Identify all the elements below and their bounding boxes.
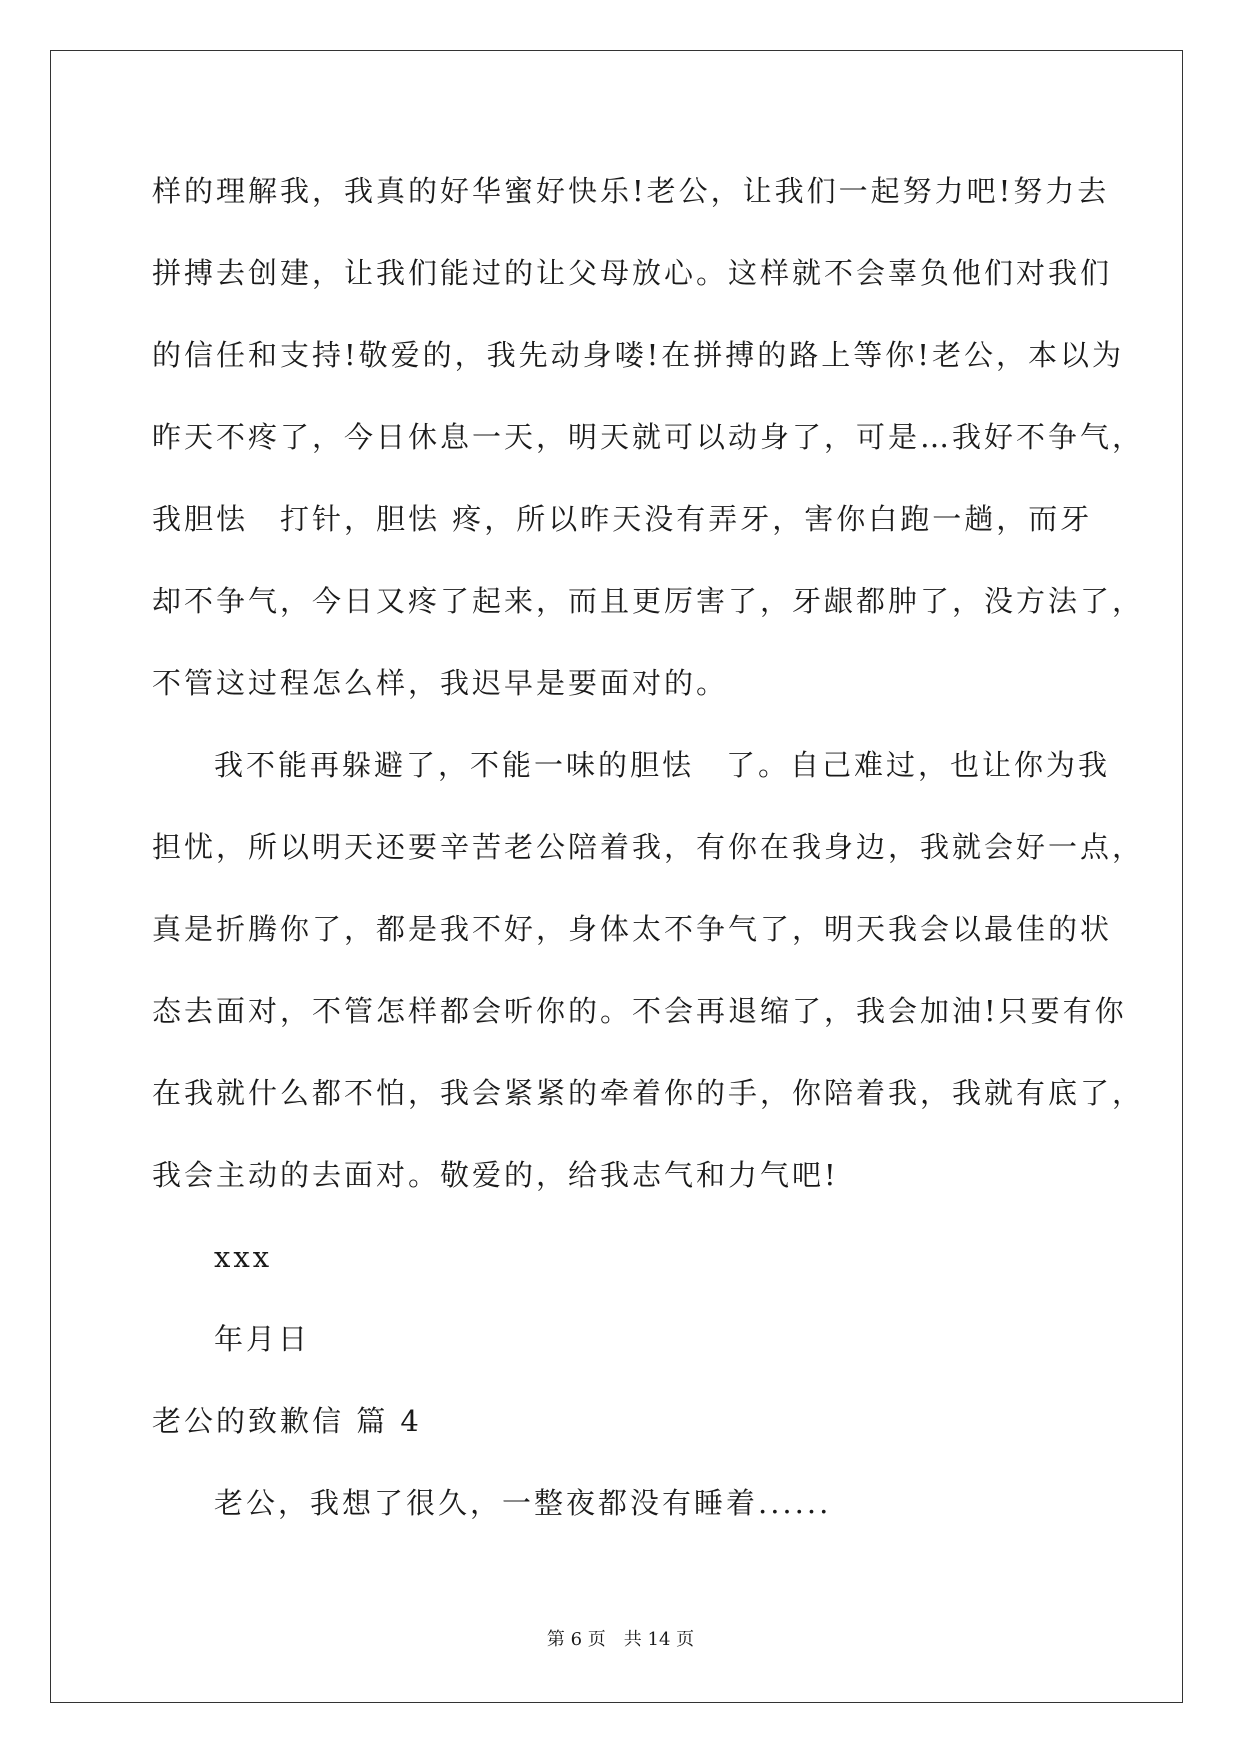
text-line: 在我就什么都不怕，我会紧紧的牵着你的手，你陪着我，我就有底了， — [152, 1076, 1145, 1110]
text-line: 拼搏去创建，让我们能过的让父母放心。这样就不会辜负他们对我们 — [152, 256, 1113, 290]
page-footer — [0, 1625, 1241, 1651]
text-line: 我胆怯 打针，胆怯 疼，所以昨天没有弄牙，害你白跑一趟，而牙 — [152, 502, 1093, 536]
text-line: 我会主动的去面对。敬爱的，给我志气和力气吧! — [152, 1158, 839, 1192]
text-line: 真是折腾你了，都是我不好，身体太不争气了，明天我会以最佳的状 — [152, 912, 1113, 946]
text-line: 态去面对，不管怎样都会听你的。不会再退缩了，我会加油!只要有你 — [152, 994, 1127, 1028]
section-heading: 老公的致歉信 篇 4 — [152, 1404, 422, 1438]
text-line: 昨天不疼了，今日休息一天，明天就可以动身了，可是…我好不争气， — [152, 420, 1145, 454]
signature-name: xxx — [214, 1240, 273, 1274]
text-line: 却不争气，今日又疼了起来，而且更厉害了，牙龈都肿了，没方法了， — [152, 584, 1145, 618]
paragraph-start-line: 老公，我想了很久，一整夜都没有睡着...... — [214, 1486, 832, 1520]
text-line: 担忧，所以明天还要辛苦老公陪着我，有你在我身边，我就会好一点， — [152, 830, 1145, 864]
text-line: 的信任和支持!敬爱的，我先动身喽!在拼搏的路上等你!老公，本以为 — [152, 338, 1124, 372]
document-body — [152, 165, 1145, 1559]
paragraph-start-line: 我不能再躲避了，不能一味的胆怯 了。自己难过，也让你为我 — [214, 748, 1111, 782]
signature-date: 年月日 — [214, 1322, 311, 1356]
text-line: 样的理解我，我真的好华蜜好快乐!老公，让我们一起努力吧!努力去 — [152, 174, 1110, 208]
text-line: 不管这过程怎么样，我迟早是要面对的。 — [152, 666, 729, 700]
page-number-label: 第 6 页 共 14 页 — [546, 1629, 695, 1650]
